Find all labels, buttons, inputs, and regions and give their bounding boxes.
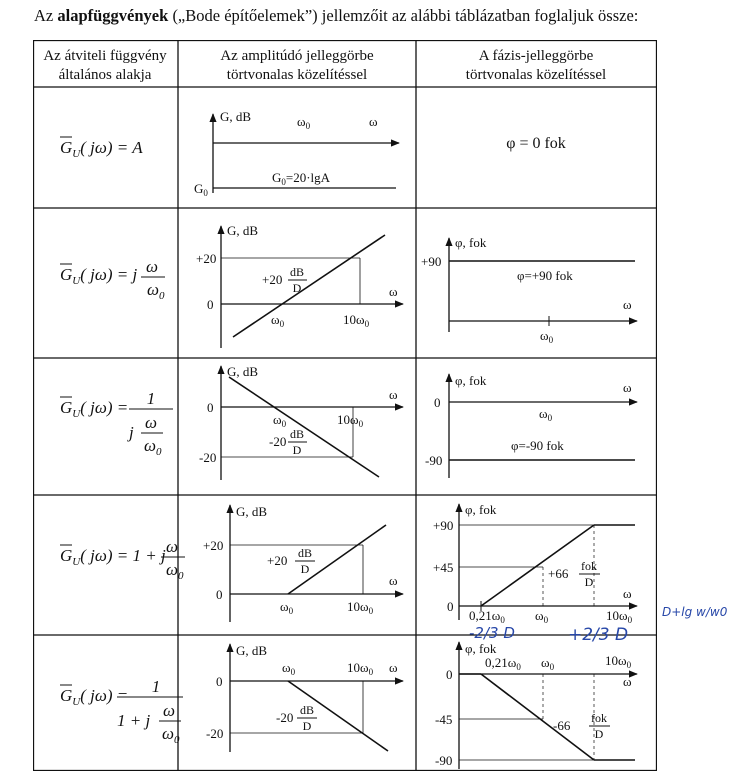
svg-text:+20: +20 (262, 272, 283, 287)
svg-text:+20: +20 (196, 251, 217, 266)
bode-table (33, 40, 657, 771)
row5-formula (60, 677, 183, 746)
svg-text:ω0: $\omega_0$ (271, 312, 285, 329)
row1-phase-plot (506, 135, 566, 152)
svg-text:ω0: $\omega_0$ (273, 412, 287, 429)
row3-phase-plot (425, 373, 637, 478)
svg-text:-20: -20 (206, 726, 224, 741)
svg-text:D: D (594, 727, 604, 741)
svg-text:φ, fok: φ, fok (455, 373, 487, 388)
svg-text:G0=20·lgA: $G_0=20\cdot\lg A$ (272, 170, 331, 187)
svg-text:0: 0 (446, 667, 453, 682)
svg-text:GU( jω) = 1 + j: $G_U$( jω) = 1 + j (60, 546, 166, 568)
svg-text:ω: ω (389, 284, 398, 299)
svg-text:1: 1 (146, 389, 156, 408)
svg-text:10ω0: $10\omega_0$ (347, 660, 374, 677)
row-2 (60, 223, 637, 348)
row4-phase-plot (433, 502, 637, 625)
svg-text:G, dB: G, dB (236, 504, 268, 519)
svg-text:dB: dB (299, 703, 315, 717)
axis-label: G, dB (220, 109, 252, 124)
svg-text:ω: ω (623, 586, 632, 601)
table-header (43, 48, 606, 83)
row1-amplitude-plot (194, 109, 399, 198)
svg-text:dB: dB (297, 546, 313, 560)
svg-text:ω: ω (165, 537, 179, 556)
svg-text:dB: dB (289, 427, 305, 441)
svg-text:0: 0 (216, 674, 223, 689)
svg-text:1: 1 (151, 677, 161, 696)
svg-text:ω: ω (162, 701, 176, 720)
svg-text:10ω0: $10\omega_0$ (605, 653, 632, 670)
svg-text:-20: -20 (199, 450, 217, 465)
svg-text:GU( jω) = j: $G_U$( jω) = j (60, 265, 138, 287)
svg-text:+90: +90 (421, 254, 442, 269)
svg-text:D: D (584, 575, 594, 589)
svg-text:ω0: $\omega_0$ (166, 560, 184, 582)
header-col1-line2: általános alakja (58, 67, 152, 83)
svg-text:G, dB: G, dB (236, 643, 268, 658)
header-col3-line1: A fázis-jelleggörbe (478, 48, 594, 64)
row4-amplitude-plot (203, 504, 403, 622)
svg-text:D: D (292, 443, 302, 457)
svg-text:ω0: $\omega_0$ (282, 660, 296, 677)
margin-handwritten-note (660, 590, 730, 630)
svg-text:j: j (129, 423, 134, 442)
svg-text:ω0: $\omega_0$ (539, 406, 553, 423)
svg-text:0,21ω0: $0,21\omega_0$ (485, 655, 521, 672)
svg-text:+20: +20 (267, 553, 288, 568)
svg-text:ω0: $\omega_0$ (162, 724, 180, 746)
intro-bold: alapfüggvények (57, 6, 169, 25)
svg-text:1 + j: 1 + j (117, 711, 151, 730)
row4-formula (60, 537, 185, 582)
svg-text:+66: +66 (548, 566, 569, 581)
svg-text:GU( jω) = A: $G_U$( jω) = A (60, 138, 143, 160)
phase-zero-text: φ = 0 fok (506, 135, 566, 152)
intro-prefix: Az (34, 6, 58, 25)
svg-text:-45: -45 (435, 712, 453, 727)
svg-text:0: 0 (434, 395, 441, 410)
handwriting-margin: D+lg w/w0 (662, 605, 728, 619)
svg-text:10ω0: $10\omega_0$ (343, 312, 370, 329)
row-4 (60, 502, 637, 645)
svg-text:+45: +45 (433, 560, 454, 575)
header-col1-line1: Az átviteli függvény (43, 48, 167, 64)
handwriting-mid: +2/3 D (568, 625, 629, 645)
svg-text:10ω0: $10\omega_0$ (337, 412, 364, 429)
svg-text:ω: ω (145, 257, 159, 276)
svg-text:ω0: $\omega_0$ (535, 608, 549, 625)
svg-text:-20: -20 (276, 710, 294, 725)
svg-text:-66: -66 (553, 718, 571, 733)
svg-text:ω0: $\omega_0$ (540, 328, 554, 345)
svg-text:fok: fok (591, 711, 607, 725)
svg-text:0,21ω0: $0,21\omega_0$ (469, 608, 505, 625)
svg-text:dB: dB (289, 265, 305, 279)
svg-text:0: 0 (216, 587, 223, 602)
row2-amplitude-plot (196, 223, 403, 348)
row5-amplitude-plot (206, 643, 403, 752)
svg-text:GU( jω) =: $G_U$( jω) = (60, 398, 129, 420)
row3-amplitude-plot (199, 364, 403, 480)
svg-text:0: 0 (447, 599, 454, 614)
intro-suffix: („Bode építőelemek”) jellemzőit az alábbi táblázatban foglaljuk össze: (168, 6, 639, 25)
svg-text:10ω0: $10\omega_0$ (347, 599, 374, 616)
row1-formula (60, 137, 143, 160)
svg-text:ω: ω (389, 660, 398, 675)
svg-text:+20: +20 (203, 538, 224, 553)
svg-text:+90: +90 (433, 518, 454, 533)
svg-text:10ω0: $10\omega_0$ (606, 608, 633, 625)
svg-text:ω: ω (623, 380, 632, 395)
svg-text:-20: -20 (269, 434, 287, 449)
header-col2-line2: törtvonalas közelítéssel (226, 67, 368, 83)
svg-text:ω0: $\omega_0$ (280, 599, 294, 616)
svg-text:φ, fok: φ, fok (465, 641, 497, 656)
svg-text:φ, fok: φ, fok (455, 235, 487, 250)
svg-text:ω: ω (623, 297, 632, 312)
svg-text:φ=+90 fok: φ=+90 fok (517, 268, 573, 283)
row2-formula (60, 257, 165, 302)
svg-text:G, dB: G, dB (227, 364, 259, 379)
svg-text:ω: ω (389, 573, 398, 588)
handwriting-left: -2/3 D (469, 624, 515, 642)
row-3 (60, 364, 637, 480)
svg-text:φ=-90 fok: φ=-90 fok (511, 438, 564, 453)
svg-text:GU( jω) =: $G_U$( jω) = (60, 686, 129, 708)
header-col3-line2: törtvonalas közelítéssel (465, 67, 607, 83)
svg-text:ω0: $\omega_0$ (147, 280, 165, 302)
svg-text:G0: $G_0$ (194, 181, 208, 198)
svg-text:0: 0 (207, 297, 214, 312)
row5-phase-plot (435, 641, 637, 769)
svg-text:ω: ω (389, 387, 398, 402)
svg-text:φ, fok: φ, fok (465, 502, 497, 517)
svg-text:D: D (302, 719, 312, 733)
row-1 (60, 109, 566, 198)
svg-text:ω0: $\omega_0$ (297, 114, 311, 131)
svg-text:ω: ω (623, 674, 632, 689)
row-5 (60, 641, 637, 769)
svg-text:G, dB: G, dB (227, 223, 259, 238)
svg-text:-90: -90 (435, 753, 453, 768)
svg-text:0: 0 (207, 400, 214, 415)
row2-phase-plot (421, 235, 637, 345)
svg-text:D: D (300, 562, 310, 576)
svg-text:ω0: $\omega_0$ (541, 655, 555, 672)
svg-text:D: D (292, 281, 302, 295)
intro-sentence (34, 6, 638, 26)
header-col2-line1: Az amplitúdó jelleggörbe (220, 48, 374, 64)
svg-text:ω0: $\omega_0$ (144, 436, 162, 458)
svg-text:ω: ω (144, 413, 158, 432)
row3-formula (60, 389, 173, 458)
svg-text:-90: -90 (425, 453, 443, 468)
svg-text:ω: ω (369, 114, 378, 129)
svg-text:fok: fok (581, 559, 597, 573)
